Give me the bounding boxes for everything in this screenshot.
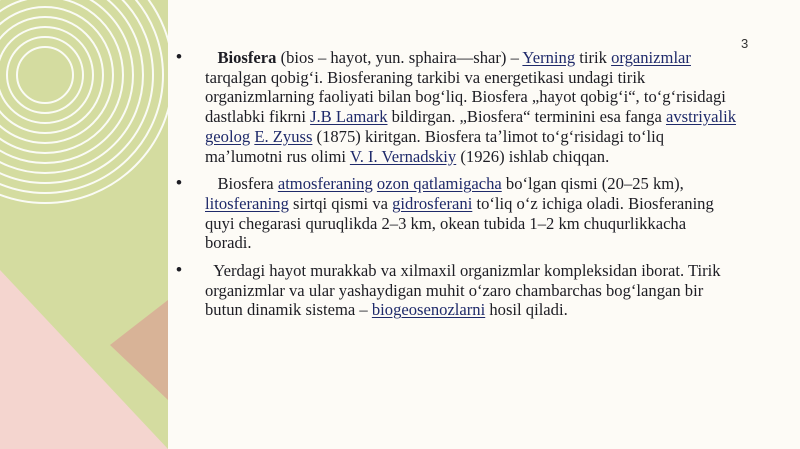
bold-term: Biosfera <box>217 48 277 67</box>
link-gidrosferani[interactable]: gidrosferani <box>392 193 473 213</box>
text-run: (bios – hayot, yun. sphaira—shar) – <box>276 48 523 67</box>
slide-number: 3 <box>741 36 749 51</box>
link-j-b-lamark[interactable]: J.B Lamark <box>310 107 388 127</box>
text-run: toʻliq oʻz ichiga oladi. Biosferaning quyi chegarasi quruqlikda 2–3 km, okean tubida 1–2 km chuqurlikkacha boradi. <box>205 193 718 253</box>
text-run: (1875) kiritgan. Biosfera taʼlimot toʻgʻrisidagi toʻliq maʼlumotni rus olimi <box>205 126 669 166</box>
text-run: bildirgan. „Biosfera“ terminini esa fanga <box>387 107 666 127</box>
text-run: tarqalgan qobigʻi. Biosferaning tarkibi va energetikasi undagi tirik organizmlarning faoliyati bilan bogʻliq. Biosfera „hayot qobigʻi“, toʻgʻrisidagi dastlabki fikrni <box>205 48 731 127</box>
link-organizmlar[interactable]: organizmlar <box>611 48 691 67</box>
link-ozon-qatlamigacha[interactable]: ozon qatlamigacha <box>376 174 502 194</box>
link-atmosferaning[interactable]: atmosferaning <box>277 174 373 194</box>
bullet-life-complexity <box>176 261 736 320</box>
link-litosferaning[interactable]: litosferaning <box>205 193 289 213</box>
text-run <box>205 48 217 67</box>
slide-content <box>176 48 736 328</box>
text-run: boʻlgan qismi (20–25 km), <box>501 174 688 194</box>
text-run: tirik <box>575 48 612 67</box>
text-run: sirtqi qismi va <box>288 193 393 213</box>
text-run: (1926) ishlab chiqqan. <box>456 146 610 166</box>
link-e-zyuss[interactable]: E. Zyuss <box>254 126 313 146</box>
link-geolog[interactable]: geolog <box>205 126 251 146</box>
text-run <box>736 107 740 126</box>
link-avstriyalik[interactable]: avstriyalik <box>665 107 737 127</box>
text-run: Yerdagi hayot murakkab va xilmaxil organizmlar kompleksidan iborat. Tirik organizmlar va ular yashaydigan muhit oʻzaro chambarchas bogʻlangan bir butun dinamik sistema – <box>205 261 725 320</box>
text-run: Biosfera <box>205 174 278 194</box>
link-yerning[interactable]: Yerning <box>522 48 576 67</box>
bullet-biosfera-extent <box>176 174 736 253</box>
bullet-biosfera-definition <box>176 48 736 166</box>
link-biogeosenozlarni[interactable]: biogeosenozlarni <box>371 300 486 320</box>
text-run: hosil qiladi. <box>485 300 568 320</box>
link-v-i-vernadskiy[interactable]: V. I. Vernadskiy <box>349 146 457 166</box>
